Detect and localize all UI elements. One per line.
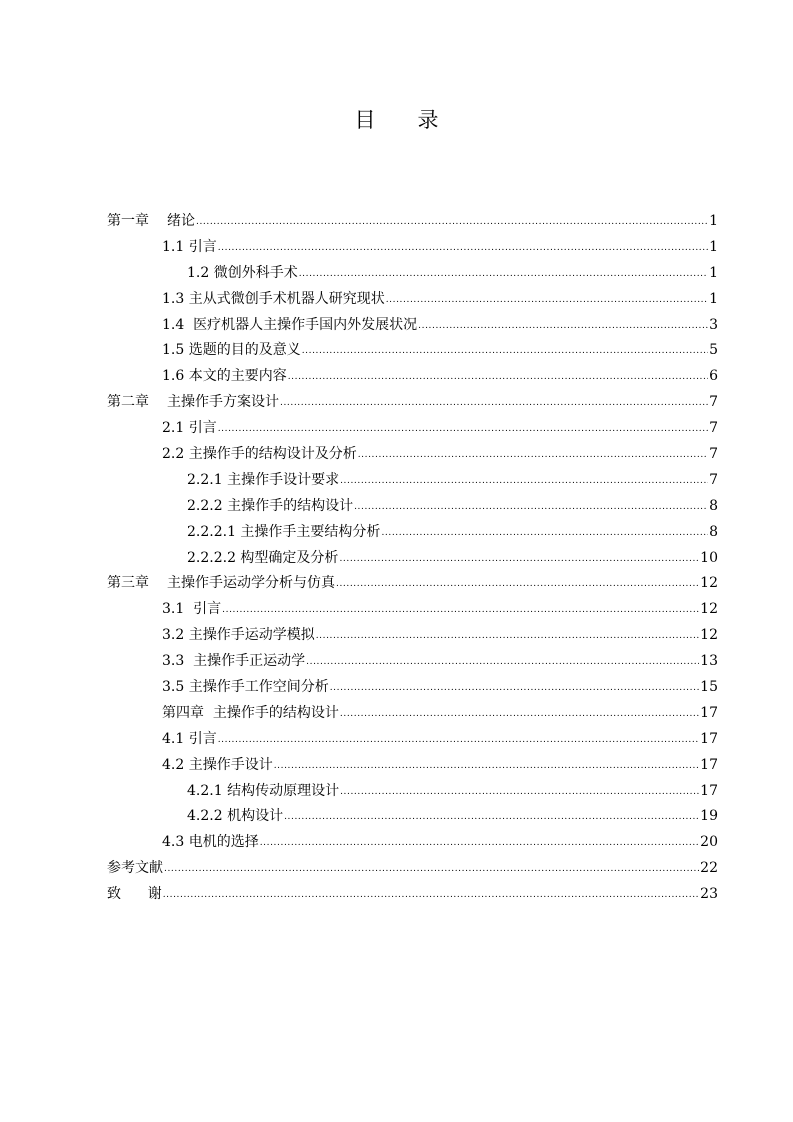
toc-entry-label <box>162 623 315 649</box>
toc-leader-dots <box>218 425 708 434</box>
toc-entry-label <box>107 571 335 597</box>
toc-entry[interactable] <box>107 856 718 882</box>
toc-entry-label <box>162 416 217 442</box>
toc-leader-dots <box>339 555 699 564</box>
toc-leader-dots <box>274 762 699 771</box>
toc-entry[interactable] <box>107 235 718 261</box>
toc-entry[interactable] <box>107 442 718 468</box>
toc-leader-dots <box>299 270 708 279</box>
toc-entry-text: 4.2 主操作手设计 <box>162 756 273 773</box>
toc-entry[interactable] <box>107 468 718 494</box>
toc-entry-label <box>162 442 357 468</box>
toc-page-number: 17 <box>700 782 718 799</box>
toc-entry-label <box>187 546 338 572</box>
toc-entry-text: 3.2 主操作手运动学模拟 <box>162 627 315 644</box>
toc-leader-dots <box>340 477 708 486</box>
toc-page-number: 22 <box>700 860 718 877</box>
toc-leader-dots <box>340 788 699 797</box>
toc-entry-label <box>162 287 385 313</box>
toc-page-number: 12 <box>700 575 718 592</box>
toc-entry[interactable] <box>107 416 718 442</box>
toc-page-number: 12 <box>700 601 718 618</box>
toc-page-number: 5 <box>709 342 718 359</box>
toc-leader-dots <box>354 503 708 512</box>
toc-entry[interactable] <box>107 546 718 572</box>
toc-leader-dots <box>306 658 699 667</box>
toc-leader-dots <box>386 296 708 305</box>
toc-entry-label <box>162 597 221 623</box>
toc-page-number: 15 <box>700 679 718 696</box>
toc-entry-label <box>187 779 339 805</box>
toc-entry-label <box>187 468 339 494</box>
toc-page-number: 17 <box>700 704 718 721</box>
toc-page-number: 7 <box>709 446 718 463</box>
toc-leader-dots <box>196 218 708 227</box>
toc-entry-text: 第四章 主操作手的结构设计 <box>162 704 339 721</box>
toc-leader-dots <box>358 451 708 460</box>
toc-entry-label <box>187 494 353 520</box>
toc-leader-dots <box>164 865 699 874</box>
toc-entry-label <box>162 675 329 701</box>
toc-entry-text: 1.6 本文的主要内容 <box>162 368 287 385</box>
table-of-contents <box>107 209 718 908</box>
toc-entry[interactable] <box>107 753 718 779</box>
toc-page-number: 12 <box>700 627 718 644</box>
toc-page-number: 19 <box>700 808 718 825</box>
toc-entry-text: 主操作手方案设计 <box>167 394 279 411</box>
toc-page-number: 6 <box>709 368 718 385</box>
toc-entry[interactable] <box>107 675 718 701</box>
toc-entry[interactable] <box>107 520 718 546</box>
toc-entry-label <box>187 261 298 287</box>
toc-page-number: 17 <box>700 756 718 773</box>
toc-chapter-number: 第三章 <box>107 575 149 592</box>
toc-entry-text: 致 谢 <box>107 886 162 903</box>
toc-leader-dots <box>280 399 708 408</box>
toc-entry-text: 1.1 引言 <box>162 238 217 255</box>
toc-entry[interactable] <box>107 804 718 830</box>
toc-entry-label <box>162 830 259 856</box>
toc-leader-dots <box>418 322 708 331</box>
toc-page-number: 8 <box>709 523 718 540</box>
toc-entry[interactable] <box>107 338 718 364</box>
toc-entry-text: 4.2.1 结构传动原理设计 <box>187 782 340 799</box>
toc-entry[interactable] <box>107 209 718 235</box>
toc-entry-label <box>187 804 283 830</box>
toc-page-number: 7 <box>709 420 718 437</box>
toc-page-number: 3 <box>709 316 718 333</box>
toc-leader-dots <box>260 839 699 848</box>
toc-entry-label <box>107 390 279 416</box>
toc-entry[interactable] <box>107 597 718 623</box>
toc-entry-text: 4.3 电机的选择 <box>162 834 259 851</box>
toc-entry-label <box>162 313 417 339</box>
toc-entry-text: 2.2.2 主操作手的结构设计 <box>187 497 354 514</box>
toc-entry[interactable] <box>107 313 718 339</box>
toc-leader-dots <box>340 710 699 719</box>
toc-leader-dots <box>381 529 708 538</box>
toc-entry[interactable] <box>107 623 718 649</box>
toc-entry-text: 4.1 引言 <box>162 730 217 747</box>
toc-entry-label <box>162 727 217 753</box>
toc-entry-text: 1.2 微创外科手术 <box>187 264 298 281</box>
toc-leader-dots <box>163 891 699 900</box>
toc-chapter-number: 第二章 <box>107 394 149 411</box>
toc-entry[interactable] <box>107 779 718 805</box>
toc-entry[interactable] <box>107 494 718 520</box>
toc-leader-dots <box>218 736 699 745</box>
toc-entry-text: 1.3 主从式微创手术机器人研究现状 <box>162 290 385 307</box>
toc-entry[interactable] <box>107 390 718 416</box>
toc-entry-text: 绪论 <box>167 213 195 229</box>
toc-entry[interactable] <box>107 364 718 390</box>
toc-entry-label <box>162 364 287 390</box>
toc-leader-dots <box>336 580 699 589</box>
toc-entry[interactable] <box>107 830 718 856</box>
toc-entry-text: 主操作手运动学分析与仿真 <box>167 575 335 592</box>
toc-page-number: 1 <box>709 264 718 281</box>
toc-entry-text: 3.3 主操作手正运动学 <box>162 653 306 670</box>
toc-entry-text: 2.2.2.2 构型确定及分析 <box>187 549 339 566</box>
toc-entry[interactable] <box>107 261 718 287</box>
toc-page-number: 1 <box>709 238 718 255</box>
toc-entry[interactable] <box>107 727 718 753</box>
toc-page-number: 10 <box>700 549 718 566</box>
toc-entry-label <box>162 649 305 675</box>
toc-page-number: 13 <box>700 653 718 670</box>
toc-entry-label <box>107 856 163 882</box>
toc-entry-label <box>187 520 380 546</box>
toc-page-number: 8 <box>709 497 718 514</box>
toc-entry[interactable] <box>107 571 718 597</box>
toc-entry-text: 3.5 主操作手工作空间分析 <box>162 679 329 696</box>
toc-page-number: 20 <box>700 834 718 851</box>
toc-leader-dots <box>218 244 708 253</box>
toc-entry-label <box>162 338 301 364</box>
toc-entry-label <box>107 209 195 235</box>
toc-page-number: 1 <box>709 213 718 229</box>
toc-leader-dots <box>302 347 708 356</box>
toc-page-number: 17 <box>700 730 718 747</box>
toc-leader-dots <box>222 606 699 615</box>
toc-entry-text: 参考文献 <box>107 860 163 877</box>
toc-entry-text: 2.1 引言 <box>162 420 217 437</box>
toc-leader-dots <box>330 684 699 693</box>
toc-entry[interactable] <box>107 701 718 727</box>
toc-entry[interactable] <box>107 287 718 313</box>
toc-entry-text: 1.5 选题的目的及意义 <box>162 342 301 359</box>
toc-page-number: 1 <box>709 290 718 307</box>
page-title: 目录 <box>354 108 481 132</box>
toc-leader-dots <box>288 373 708 382</box>
toc-page-number: 23 <box>700 886 718 903</box>
toc-entry-label <box>107 882 162 908</box>
toc-leader-dots <box>284 813 699 822</box>
toc-entry-text: 4.2.2 机构设计 <box>187 808 284 825</box>
toc-leader-dots <box>316 632 699 641</box>
toc-chapter-number: 第一章 <box>107 213 149 229</box>
toc-entry[interactable] <box>107 649 718 675</box>
toc-page-number: 7 <box>709 471 718 488</box>
toc-entry[interactable] <box>107 882 718 908</box>
toc-entry-label <box>162 701 339 727</box>
toc-entry-text: 2.2.1 主操作手设计要求 <box>187 471 340 488</box>
toc-entry-label <box>162 753 273 779</box>
toc-entry-text: 2.2 主操作手的结构设计及分析 <box>162 446 357 463</box>
toc-entry-label <box>162 235 217 261</box>
toc-page-number: 7 <box>709 394 718 411</box>
toc-entry-text: 3.1 引言 <box>162 601 222 618</box>
toc-entry-text: 2.2.2.1 主操作手主要结构分析 <box>187 523 381 540</box>
toc-entry-text: 1.4 医疗机器人主操作手国内外发展状况 <box>162 316 418 333</box>
